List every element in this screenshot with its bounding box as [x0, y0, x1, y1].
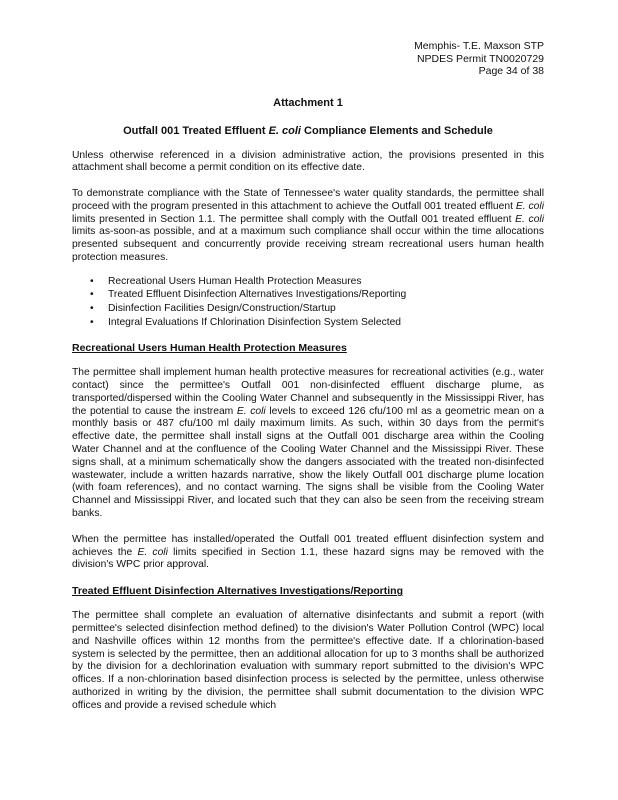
section-heading-disinfection-alternatives: Treated Effluent Disinfection Alternatives Investigations/Reporting [72, 585, 403, 598]
bullet-icon: • [90, 289, 94, 301]
section-heading-health-protection: Recreational Users Human Health Protection Measures [72, 342, 347, 355]
document-title [72, 125, 544, 137]
list-item [72, 302, 544, 316]
header-permit: NPDES Permit TN0020729 [416, 52, 544, 65]
italic-run: E. coli [236, 405, 266, 417]
title-italic: E. coli [268, 124, 301, 137]
text-run: limits as-soon-as possible, and at a maximum such compliance shall occur within the time allocations presented subsequent and concurrently provide receiving stream recreational users human health protection measures. [72, 226, 544, 264]
list-item [72, 288, 544, 302]
list-item-text: Disinfection Facilities Design/Construction/Startup [108, 303, 336, 315]
sign-removal-paragraph [72, 534, 544, 572]
header-facility: Memphis- T.E. Maxson STP [414, 40, 544, 52]
header-page-number: Page 34 of 38 [478, 65, 544, 77]
bullet-icon: • [90, 275, 94, 287]
text-run: limits presented in Section 1.1. The permittee shall comply with the Outfall 001 treated effluent [72, 213, 516, 225]
list-item [72, 316, 544, 330]
title-part: Outfall 001 Treated Effluent [123, 124, 269, 137]
bullet-icon: • [90, 316, 94, 328]
intro-paragraph: Unless otherwise referenced in a division administrative action, the provisions presented in this attachment shall become a permit condition on its effective date. [72, 149, 544, 174]
italic-run: E. coli [515, 200, 544, 212]
attachment-title: Attachment 1 [273, 96, 343, 109]
title-part: Compliance Elements and Schedule [300, 124, 493, 137]
elements-list [72, 275, 544, 329]
bullet-icon: • [90, 303, 94, 315]
text-run: When the permittee has installed/operated the Outfall 001 treated effluent disinfection system and achieves the [72, 533, 544, 558]
text-run: levels to exceed 126 cfu/100 ml as a geometric mean on a monthly basis or 487 cfu/100 ml daily maximum limits. As such, within 30 days from the permit's effective date, the permittee shall install signs at the Outfall 001 discharge area within the Cooling Water Channel and at the confluence of the Cooling Water Channel and the Mississippi River. These signs shall, at a minimum schematically show the dangers associated with the treated non-disinfected wastewater, include a written hazards narrative, show the likely Outfall 001 discharge plume location (with foam references), and no contact warning. The signs shall be visible from the Cooling Water Channel and Mississippi River, and located such that they can also be seen from the receiving stream banks. [72, 405, 544, 520]
text-run: To demonstrate compliance with the State of Tennessee's water quality standards, the permittee shall proceed with the program presented in this attachment to achieve the Outfall 001 treated effluent [72, 188, 544, 212]
list-item-text: Treated Effluent Disinfection Alternatives Investigations/Reporting [108, 289, 407, 301]
compliance-paragraph [72, 188, 544, 265]
document-page [72, 40, 544, 713]
text-run: limits specified in Section 1.1, these hazard signs may be removed with the division's WPC prior approval. [72, 546, 544, 571]
disinfection-paragraph: The permittee shall complete an evaluation of alternative disinfectants and submit a report (with permittee's selected disinfection method defined) to the division's Water Pollution Control (WPC) local and Nashville offices within 12 months from the permittee's effective date. If a chlorination-based system is selected by the permittee, then an additional allocation for up to 3 months shall be authorized by the division for a dechlorination evaluation with summary report submitted to the division's WPC offices. If a non-chlorination based disinfection process is selected by the permittee, unless otherwise authorized in writing by the division, the permittee shall submit documentation to the division WPC offices and provide a revised schedule which [72, 610, 544, 711]
list-item-text: Recreational Users Human Health Protection Measures [108, 275, 362, 287]
list-item-text: Integral Evaluations If Chlorination Disinfection System Selected [108, 316, 402, 328]
page-header [72, 40, 544, 78]
italic-run: E. coli [137, 546, 168, 558]
italic-run: E. coli [515, 213, 544, 225]
health-protection-paragraph [72, 367, 544, 521]
list-item [72, 275, 544, 289]
text-run: The permittee shall implement human health protective measures for recreational activities (e.g., water contact) since the permittee's Outfall 001 non-disinfected effluent discharge plume, as transported/dispersed within the Cooling Water Channel and subsequently in the Mississippi River, has the potential to cause the instream [72, 367, 544, 417]
